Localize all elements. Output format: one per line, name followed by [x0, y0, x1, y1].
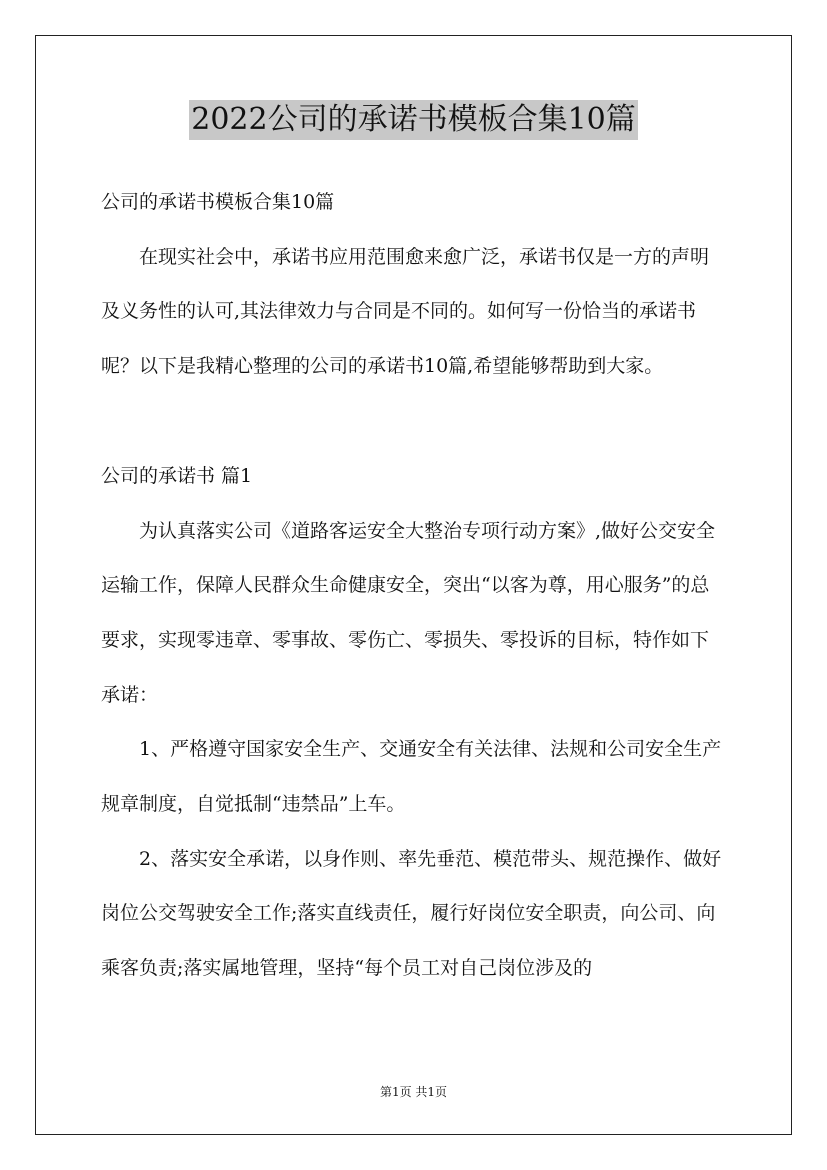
- document-subtitle: 公司的承诺书模板合集10篇: [101, 191, 335, 213]
- body-paragraph: 2、落实安全承诺，以身作则、率先垂范、模范带头、规范操作、做好岗位公交驾驶安全工作;落实直线责任，履行好岗位安全职责，向公司、向乘客负责;落实属地管理，坚持“每个员工对自己岗位涉及的: [101, 847, 722, 980]
- body-paragraph: 1、严格遵守国家安全生产、交通安全有关法律、法规和公司安全生产规章制度，自觉抵制“违禁品”上车。: [101, 738, 722, 816]
- intro-paragraph: 在现实社会中，承诺书应用范围愈来愈广泛，承诺书仅是一方的声明及义务性的认可,其法律效力与合同是不同的。如何写一份恰当的承诺书呢？以下是我精心整理的公司的承诺书10篇,希望能够帮助到大家。: [101, 245, 710, 378]
- document-body: [101, 175, 727, 996]
- section-heading: 公司的承诺书 篇1: [101, 464, 253, 487]
- page-footer: 第1页 共1页: [379, 1085, 448, 1099]
- body-paragraph: 为认真落实公司《道路客运安全大整治专项行动方案》,做好公交安全运输工作，保障人民群众生命健康安全，突出“以客为尊，用心服务”的总要求，实现零违章、零事故、零伤亡、零损失、零投诉的目标，特作如下承诺：: [101, 519, 716, 706]
- title-container: [0, 100, 827, 140]
- document-title: 2022公司的承诺书模板合集10篇: [189, 100, 638, 140]
- section-spacer: [101, 394, 727, 449]
